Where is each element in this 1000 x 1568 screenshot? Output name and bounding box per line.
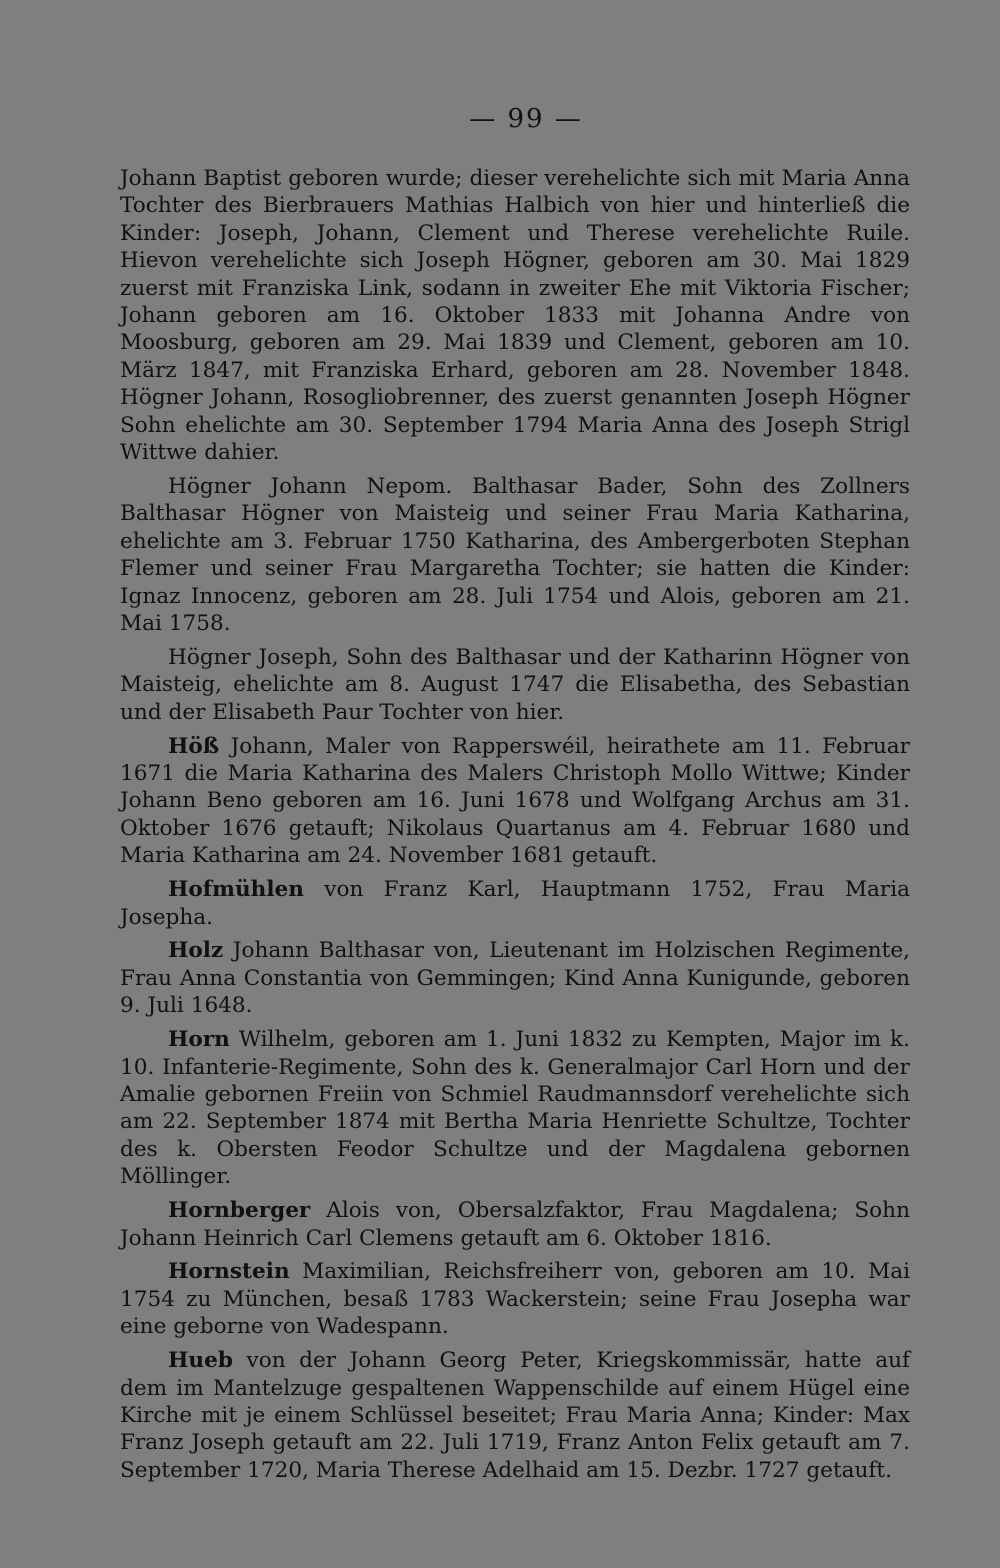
- body-text: [120, 165, 910, 1484]
- paragraph: [120, 733, 910, 870]
- entry-text: Wilhelm, geboren am 1. Juni 1832 zu Kempten, Major im k. 10. Infanterie-Regimente, Sohn des k. Generalmajor Carl Horn und der Amalie gebornen Freiin von Schmiel Raudmannsdorf verehelichte sich am 22. September 1874 mit Bertha Maria Henriette Schultze, Tochter des k. Obersten Feodor Schultze und der Magdalena gebornen Möllinger.: [120, 1027, 910, 1190]
- entry-head: Hueb: [168, 1348, 233, 1374]
- entry-text: von Franz Karl, Hauptmann 1752, Frau Maria Josepha.: [120, 877, 910, 930]
- paragraph: [120, 1347, 910, 1484]
- entry-text: Johann Balthasar von, Lieutenant im Holzischen Regimente, Frau Anna Constantia von Gemmingen; Kind Anna Kunigunde, geboren 9. Juli 1648.: [120, 938, 910, 1019]
- entry-head: Holz: [168, 938, 224, 964]
- entry-text: Maximilian, Reichsfreiherr von, geboren am 10. Mai 1754 zu München, besaß 1783 Wackerstein; seine Frau Josepha war eine geborne von Wadespann.: [120, 1259, 910, 1340]
- entry-text: Högner Joseph, Sohn des Balthasar und der Katharinn Högner von Maisteig, ehelichte am 8. August 1747 die Elisabetha, des Sebastian und der Elisabeth Paur Tochter von hier.: [120, 644, 910, 725]
- entry-text: Alois von, Obersalzfaktor, Frau Magdalena; Sohn Johann Heinrich Carl Clemens getauft am 6. Oktober 1816.: [120, 1198, 910, 1251]
- entry-text: von der Johann Georg Peter, Kriegskommissär, hatte auf dem im Mantelzuge gespaltenen Wappenschilde auf einem Hügel eine Kirche mit je einem Schlüssel beseitet; Frau Maria Anna; Kinder: Max Franz Joseph getauft am 22. Juli 1719, Franz Anton Felix getauft am 7. September 1720, Maria Therese Adelhaid am 15. Dezbr. 1727 getauft.: [120, 1348, 910, 1483]
- entry-text: Johann, Maler von Rapperswéil, heirathete am 11. Februar 1671 die Maria Katharina des Malers Christoph Mollo Wittwe; Kinder Johann Beno geboren am 16. Juni 1678 und Wolfgang Archus am 31. Oktober 1676 getauft; Nikolaus Quartanus am 4. Februar 1680 und Maria Katharina am 24. November 1681 getauft.: [120, 733, 910, 869]
- paragraph: [120, 1258, 910, 1340]
- paragraph: [120, 937, 910, 1019]
- entry-head: Hofmühlen: [168, 877, 304, 903]
- entry-text: Högner Johann Nepom. Balthasar Bader, Sohn des Zollners Balthasar Högner von Maisteig und seiner Frau Maria Katharina, ehelichte am 3. Februar 1750 Katharina, des Ambergerboten Stephan Flemer und seiner Frau Margaretha Tochter; sie hatten die Kinder: Ignaz Innocenz, geboren am 28. Juli 1754 und Alois, geboren am 21. Mai 1758.: [120, 473, 910, 636]
- entry-head: Hornberger: [168, 1198, 311, 1224]
- paragraph: [120, 876, 910, 931]
- entry-head: Höß: [168, 733, 220, 759]
- entry-text: Johann Baptist geboren wurde; dieser verehelichte sich mit Maria Anna Tochter des Bierbrauers Mathias Halbich von hier und hinterließ die Kinder: Joseph, Johann, Clement und Therese verehelichte Ruile. Hievon verehelichte sich Joseph Högner, geboren am 30. Mai 1829 zuerst mit Franziska Link, sodann in zweiter Ehe mit Viktoria Fischer; Johann geboren am 16. Oktober 1833 mit Johanna Andre von Moosburg, geboren am 29. Mai 1839 und Clement, geboren am 10. März 1847, mit Franziska Erhard, geboren am 28. November 1848. Högner Johann, Rosogliobrenner, des zuerst genannten Joseph Högner Sohn ehelichte am 30. September 1794 Maria Anna des Joseph Strigl Wittwe dahier.: [120, 166, 910, 466]
- paragraph: [120, 473, 910, 637]
- page-number: — 99 —: [469, 104, 583, 134]
- paragraph: [120, 644, 910, 726]
- paragraph: [120, 165, 910, 466]
- paragraph: [120, 1026, 910, 1190]
- entry-head: Horn: [168, 1027, 230, 1053]
- paragraph: [120, 1197, 910, 1252]
- entry-head: Hornstein: [168, 1259, 290, 1285]
